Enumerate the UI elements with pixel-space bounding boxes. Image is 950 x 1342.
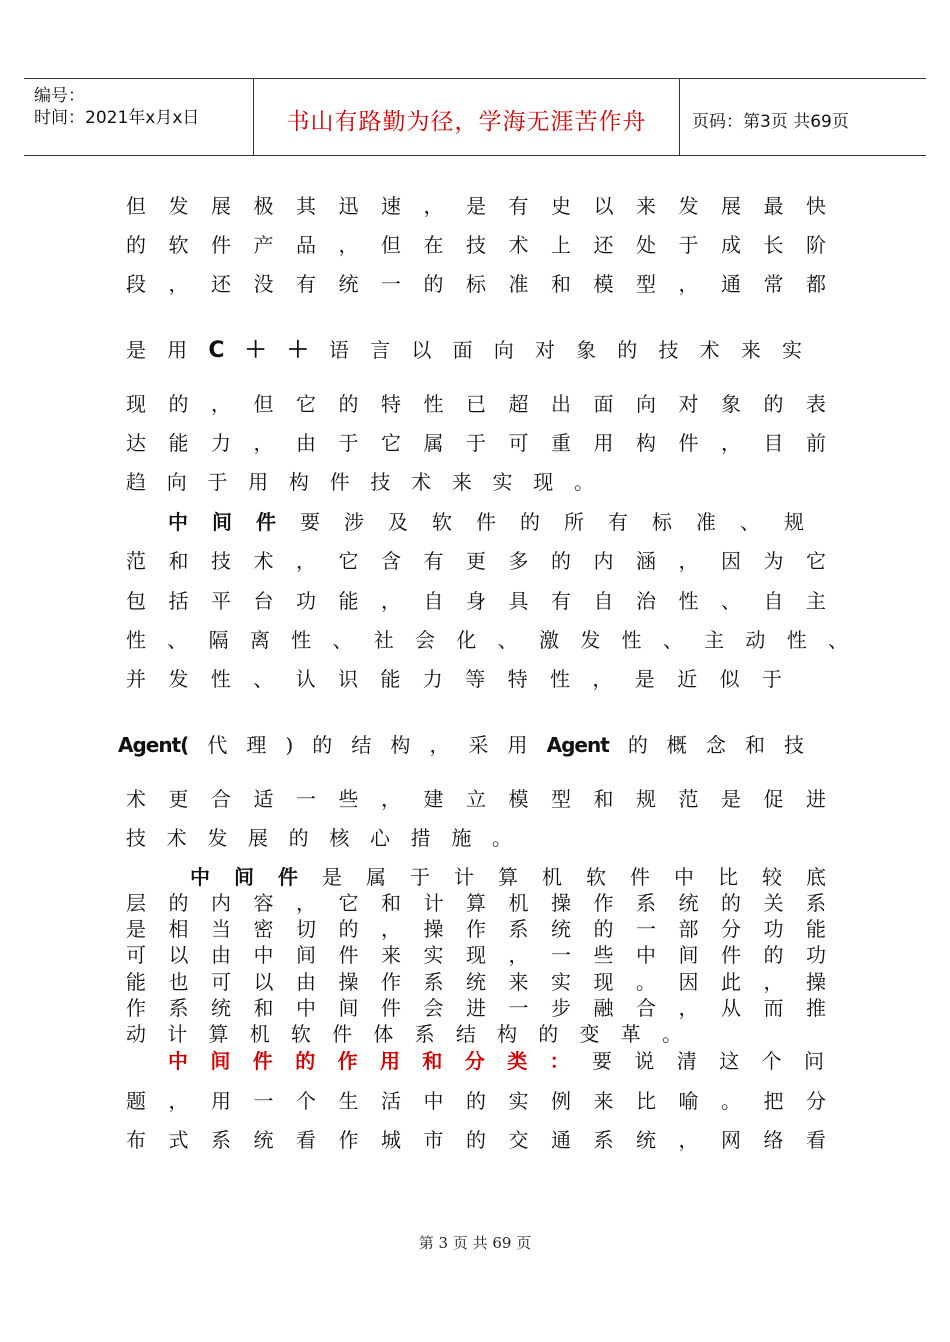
text-span: 语言以面向对象的技术来实: [329, 338, 803, 362]
latin-term: Agent: [546, 733, 609, 757]
motto-text: 书山有路勤为径，学海无涯苦作舟: [286, 109, 647, 135]
text-line: 题，用一个生活中的实例来比喻。把分: [126, 1089, 826, 1113]
latin-term: Agent(: [118, 733, 189, 757]
text-line: 趋向于用构件技术来实现。: [126, 470, 594, 494]
page-info: 页码：第3页 共69页: [692, 112, 849, 132]
text-line: [168, 510, 804, 534]
text-line: 是相当密切的，操作系统的一部分功能: [126, 917, 826, 941]
header-motto-cell: [254, 79, 680, 155]
document-time-label: 时间：2021年x月x日: [34, 108, 200, 128]
text-line: 的软件产品，但在技术上还处于成长阶: [126, 233, 826, 257]
text-line: [118, 733, 804, 757]
header-meta-cell: [24, 79, 254, 155]
text-span: 是用: [126, 338, 209, 362]
page-footer: 第 3 页 共 69 页: [418, 1234, 532, 1252]
document-number-label: 编号：: [34, 86, 85, 106]
text-span: 代理)的结构，采用: [188, 733, 547, 757]
section-heading: 中间件的作用和分类：: [168, 1049, 592, 1073]
text-line: 技术发展的核心措施。: [126, 826, 512, 850]
text-line: 布式系统看作城市的交通系统，网络看: [126, 1128, 826, 1152]
text-line: 术更合适一些，建立模型和规范是促进: [126, 787, 826, 811]
text-line: 现的，但它的特性已超出面向对象的表: [126, 392, 826, 416]
text-span: 要说清这个问: [592, 1049, 824, 1073]
text-line: 能也可以由操作系统来实现。因此，操: [126, 970, 826, 994]
text-span: 是属于计算机软件中比较底: [322, 865, 826, 889]
text-line: [168, 1049, 824, 1073]
text-line: [190, 865, 826, 889]
document-header: [24, 78, 926, 156]
text-line: [126, 338, 802, 363]
text-line: 作系统和中间件会进一步融合，从而推: [126, 996, 826, 1020]
text-line: 范和技术，它含有更多的内涵，因为它: [126, 549, 826, 573]
text-span: 要涉及软件的所有标准、规: [300, 510, 804, 534]
text-line: 并发性、认识能力等特性，是近似于: [126, 667, 782, 691]
text-span: 的概念和技: [608, 733, 804, 757]
text-line: 动计算机软件体系结构的变革。: [126, 1022, 682, 1046]
text-line: 可以由中间件来实现，一些中间件的功: [126, 943, 826, 967]
text-line: 段，还没有统一的标准和模型，通常都: [126, 272, 826, 296]
text-line: 性、隔离性、社会化、激发性、主动性、: [126, 628, 848, 652]
header-page-cell: [680, 79, 926, 155]
bold-term: 中间件: [190, 865, 322, 889]
latin-term: C＋＋: [208, 338, 330, 363]
text-line: 但发展极其迅速，是有史以来发展最快: [126, 194, 826, 218]
bold-term: 中间件: [168, 510, 300, 534]
text-line: 层的内容，它和计算机操作系统的关系: [126, 891, 826, 915]
text-line: 达能力，由于它属于可重用构件，目前: [126, 431, 826, 455]
text-line: 包括平台功能，自身具有自治性、自主: [126, 589, 826, 613]
